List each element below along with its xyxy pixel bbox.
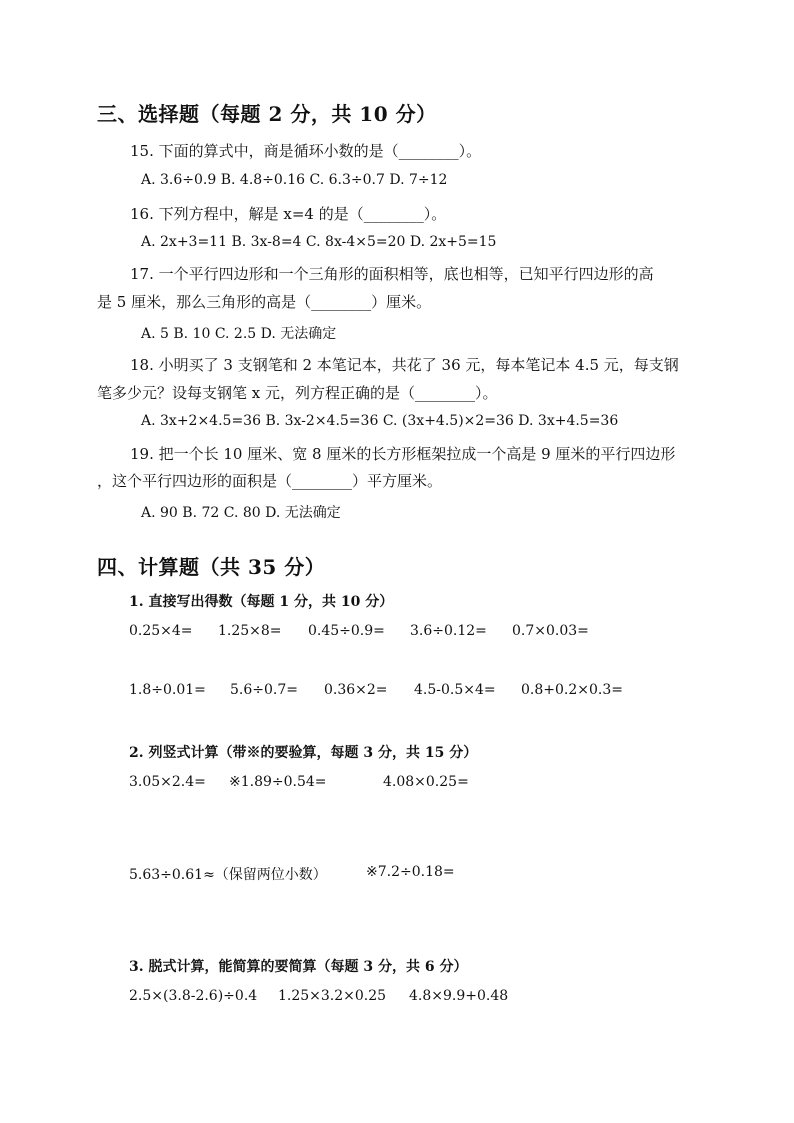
- calc-item: ※7.2÷0.18=: [366, 864, 455, 880]
- part-2-title: 2. 列竖式计算（带※的要验算，每题 3 分，共 15 分）: [129, 745, 478, 761]
- section-4-title: 四、计算题（共 35 分）: [97, 555, 326, 579]
- question-19-options: A. 90 B. 72 C. 80 D. 无法确定: [141, 505, 341, 521]
- question-17-line-2: 是 5 厘米，那么三角形的高是（________）厘米。: [97, 293, 432, 311]
- question-15: 15. 下面的算式中，商是循环小数的是（________）。: [130, 142, 482, 160]
- calc-item: 1.25×8=: [218, 623, 282, 639]
- question-16: 16. 下列方程中，解是 x=4 的是（________）。: [130, 205, 447, 223]
- question-16-options: A. 2x+3=11 B. 3x-8=4 C. 8x-4×5=20 D. 2x+5=15: [141, 234, 497, 250]
- part-3-title: 3. 脱式计算，能简算的要简算（每题 3 分，共 6 分）: [129, 959, 468, 975]
- calc-item: 0.8+0.2×0.3=: [521, 682, 623, 698]
- part-1-title: 1. 直接写出得数（每题 1 分，共 10 分）: [129, 594, 394, 610]
- section-3-title: 三、选择题（每题 2 分，共 10 分）: [97, 102, 437, 126]
- calc-item: 4.08×0.25=: [383, 774, 469, 790]
- calc-item: 2.5×(3.8-2.6)÷0.4: [129, 988, 258, 1004]
- question-17-options: A. 5 B. 10 C. 2.5 D. 无法确定: [141, 326, 337, 342]
- calc-item: 5.63÷0.61≈（保留两位小数）: [129, 867, 327, 883]
- question-18-options: A. 3x+2×4.5=36 B. 3x-2×4.5=36 C. (3x+4.5)×2=36 D. 3x+4.5=36: [141, 413, 619, 429]
- calc-item: 4.8×9.9+0.48: [409, 988, 509, 1004]
- calc-item: 1.25×3.2×0.25: [278, 988, 387, 1004]
- question-19-line-1: 19. 把一个长 10 厘米、宽 8 厘米的长方形框架拉成一个高是 9 厘米的平行四边形: [130, 445, 676, 463]
- question-17-line-1: 17. 一个平行四边形和一个三角形的面积相等，底也相等，已知平行四边形的高: [130, 265, 654, 283]
- calc-item: 1.8÷0.01=: [129, 682, 206, 698]
- calc-item: 3.05×2.4=: [129, 774, 206, 790]
- calc-item: 0.45÷0.9=: [308, 623, 385, 639]
- calc-item: ※1.89÷0.54=: [229, 774, 327, 790]
- question-18-line-2: 笔多少元？设每支钢笔 x 元，列方程正确的是（________）。: [97, 384, 498, 402]
- question-15-options: A. 3.6÷0.9 B. 4.8÷0.16 C. 6.3÷0.7 D. 7÷12: [141, 172, 448, 188]
- question-19-line-2: ，这个平行四边形的面积是（________）平方厘米。: [97, 472, 443, 490]
- question-18-line-1: 18. 小明买了 3 支钢笔和 2 本笔记本，共花了 36 元，每本笔记本 4.5 元，每支钢: [130, 356, 679, 374]
- calc-item: 0.7×0.03=: [512, 623, 589, 639]
- calc-item: 0.25×4=: [129, 623, 193, 639]
- calc-item: 5.6÷0.7=: [230, 682, 298, 698]
- calc-item: 4.5-0.5×4=: [414, 682, 496, 698]
- calc-item: 0.36×2=: [324, 682, 388, 698]
- calc-item: 3.6÷0.12=: [410, 623, 487, 639]
